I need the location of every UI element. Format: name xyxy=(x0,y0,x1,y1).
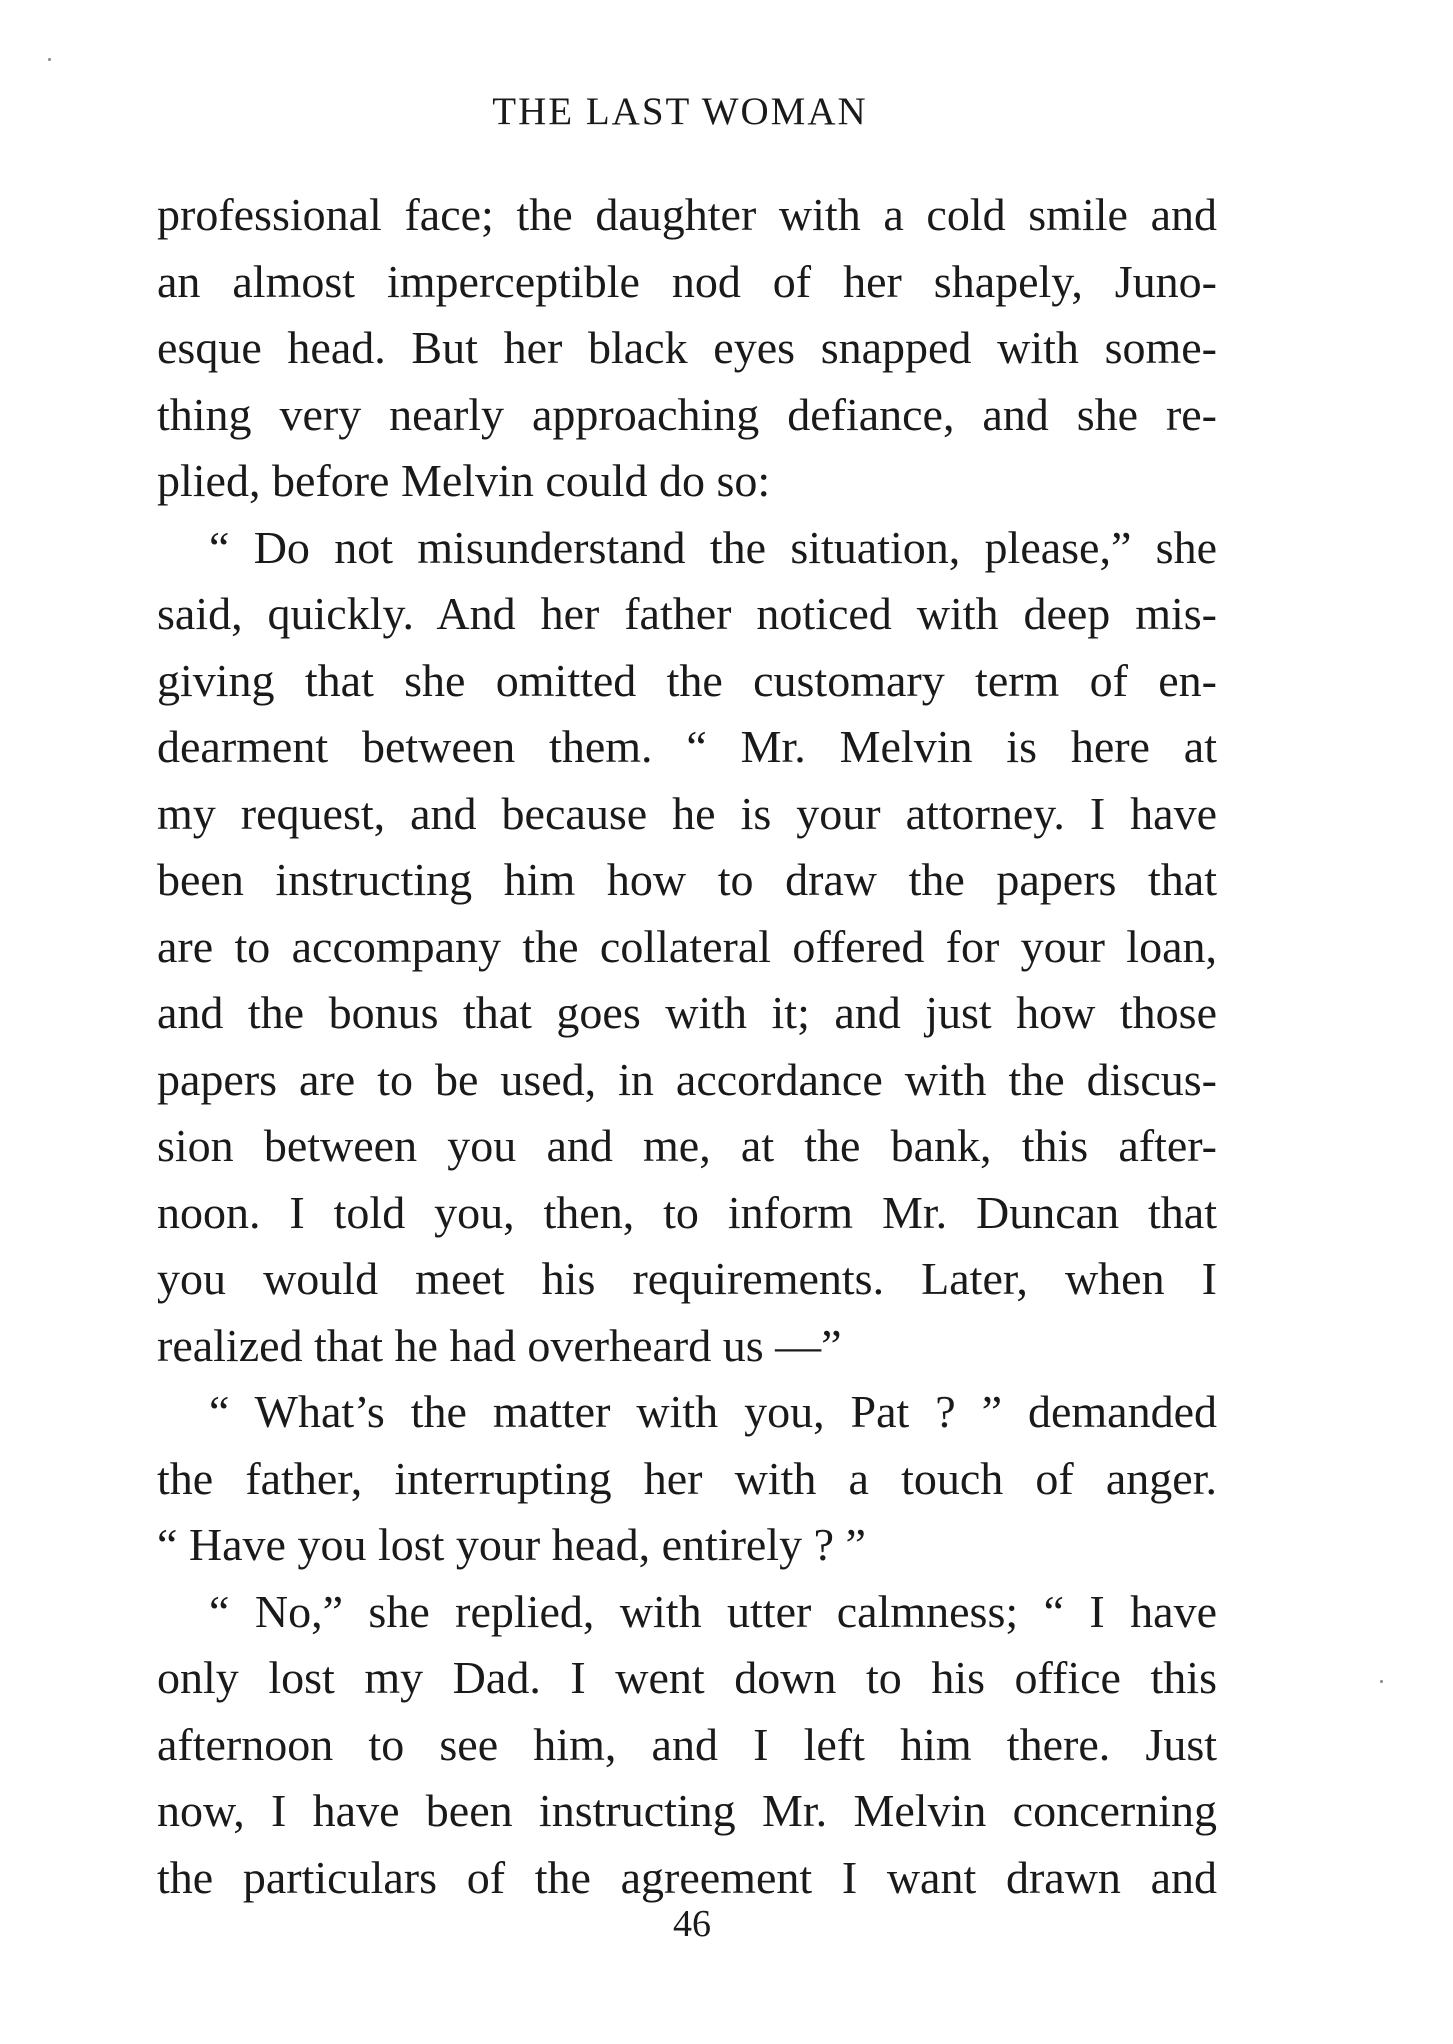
text-line: professional face; the daughter with a cold smile and xyxy=(157,189,1217,240)
paper-speck xyxy=(48,58,51,61)
text-line: the particulars of the agreement I want drawn and xyxy=(157,1851,1217,1903)
text-line: giving that she omitted the customary term of en- xyxy=(157,654,1217,706)
text-line: noon. I told you, then, to inform Mr. Duncan that xyxy=(157,1186,1217,1238)
running-head: THE LAST WOMAN xyxy=(492,90,868,133)
text-line: now, I have been instructing Mr. Melvin concerning xyxy=(157,1785,1217,1836)
text-line: sion between you and me, at the bank, this after- xyxy=(157,1120,1217,1171)
text-line: “ Do not misunderstand the situation, please,” she xyxy=(209,521,1217,573)
text-line: realized that he had overheard us —” xyxy=(157,1319,842,1371)
text-line: my request, and because he is your attorney. I have xyxy=(157,787,1217,839)
text-line: papers are to be used, in accordance with the discus- xyxy=(157,1053,1217,1105)
text-line: the father, interrupting her with a touch of anger. xyxy=(157,1452,1217,1504)
text-line: said, quickly. And her father noticed with deep mis- xyxy=(157,588,1217,639)
text-line: “ What’s the matter with you, Pat ? ” demanded xyxy=(209,1386,1217,1437)
text-line: an almost imperceptible nod of her shapely, Juno- xyxy=(157,255,1217,307)
text-line: dearment between them. “ Mr. Melvin is here at xyxy=(157,721,1217,772)
text-line: esque head. But her black eyes snapped with some- xyxy=(157,322,1217,373)
paper-speck xyxy=(1380,1680,1383,1683)
page-number: 46 xyxy=(673,1903,711,1945)
text-line: been instructing him how to draw the papers that xyxy=(157,854,1217,905)
text-line: only lost my Dad. I went down to his office this xyxy=(157,1652,1217,1703)
text-line: afternoon to see him, and I left him there. Just xyxy=(157,1718,1217,1770)
text-line: “ No,” she replied, with utter calmness; “ I have xyxy=(209,1585,1217,1637)
text-line: plied, before Melvin could do so: xyxy=(157,455,771,506)
text-line: and the bonus that goes with it; and just how those xyxy=(157,987,1217,1038)
text-line: “ Have you lost your head, entirely ? ” xyxy=(157,1519,866,1570)
text-line: you would meet his requirements. Later, when I xyxy=(157,1253,1217,1304)
text-line: thing very nearly approaching defiance, and she re- xyxy=(157,388,1217,440)
text-line: are to accompany the collateral offered for your loan, xyxy=(157,920,1217,972)
body-text xyxy=(157,182,1217,1911)
